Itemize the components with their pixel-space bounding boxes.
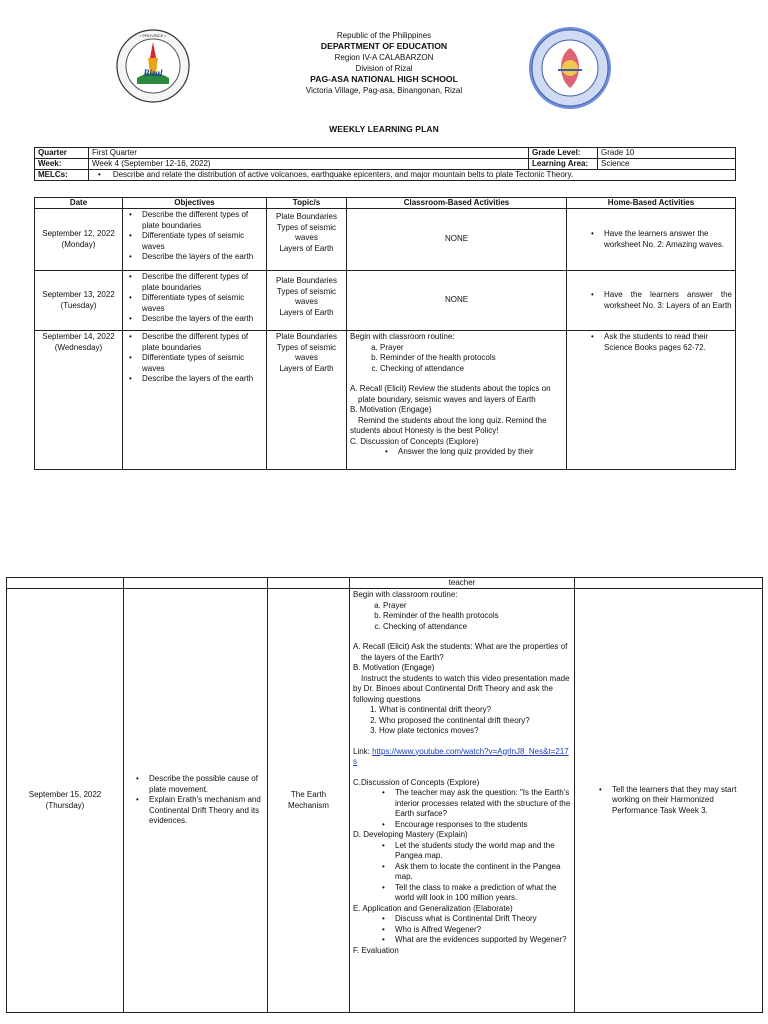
empty-cell <box>575 578 763 589</box>
video-link[interactable]: https://www.youtube.com/watch?v=AgrlnJ8_Nes&t=217s <box>353 746 569 766</box>
date-text: September 12, 2022 <box>42 229 115 238</box>
routine-item: b. Reminder of the health protocols <box>380 353 563 364</box>
objective-item: • Describe the different types of plate boundaries <box>138 332 263 353</box>
topic-item: Plate Boundaries <box>276 332 337 341</box>
header-republic: Republic of the Philippines <box>336 31 432 40</box>
week-value: Week 4 (September 12-16, 2022) <box>89 159 529 170</box>
melcs-value <box>89 170 736 181</box>
objective-item: • Describe the different types of plate boundaries <box>138 272 263 293</box>
step-motivation: B. Motivation (Engage) <box>353 663 435 672</box>
topics-cell <box>267 271 347 331</box>
bullet-icon: • <box>98 170 101 179</box>
date-cell <box>35 331 123 470</box>
quarter-label: Quarter <box>35 148 89 159</box>
area-label: Learning Area: <box>529 159 598 170</box>
letterhead <box>0 0 768 112</box>
video-link-line <box>353 747 571 768</box>
elaborate-item: • Who is Alfred Wegener? <box>391 925 571 936</box>
question-item: 3. How plate tectonics moves? <box>379 726 571 737</box>
classroom-cell <box>347 331 567 470</box>
carry-over-text: teacher <box>350 578 575 589</box>
topics-cell <box>267 209 347 271</box>
routine-item: c. Checking of attendance <box>383 622 571 633</box>
routine-intro: Begin with classroom routine: <box>353 590 458 599</box>
elaborate-item: • What are the evidences supported by Wegener? <box>391 935 571 946</box>
objective-item: • Describe the different types of plate boundaries <box>138 210 263 231</box>
col-topics: Topic/s <box>267 198 347 209</box>
home-item: • Ask the students to read their Science Books pages 62-72. <box>600 332 732 353</box>
melcs-text: Describe and relate the distribution of active volcanoes, earthquake epicenters, and major mountain belts to plate Tectonic Theory. <box>112 170 574 179</box>
home-item: • Have the learners answer the worksheet No. 2: Amazing waves. <box>600 229 732 250</box>
header-school-name: PAG-ASA NATIONAL HIGH SCHOOL <box>310 74 458 84</box>
explain-item: • Ask them to locate the continent in the Pangea map. <box>391 862 571 883</box>
topic-item: Plate Boundaries <box>276 276 337 285</box>
objective-item: • Describe the layers of the earth <box>138 374 263 385</box>
plan-row-monday <box>35 209 736 271</box>
classroom-cell: NONE <box>347 271 567 331</box>
routine-item: a. Prayer <box>380 343 563 354</box>
home-cell <box>567 209 736 271</box>
step-discussion: C. Discussion of Concepts (Explore) <box>350 436 479 446</box>
plan-row-thursday <box>7 589 763 1013</box>
step-motivation-text: Remind the students about the long quiz. Remind the students about Honesty is the best Policy! <box>350 415 547 435</box>
header-region: Region IV-A CALABARZON <box>334 53 434 62</box>
empty-cell <box>268 578 350 589</box>
question-item: 2. Who proposed the continental drift theory? <box>379 716 571 727</box>
question-item: 1. What is continental drift theory? <box>379 705 571 716</box>
empty-cell <box>7 578 124 589</box>
objectives-cell <box>124 589 268 1013</box>
date-cell <box>35 271 123 331</box>
date-text: September 14, 2022 <box>42 332 115 341</box>
topic-item: The Earth Mechanism <box>288 790 329 810</box>
explain-item: • Let the students study the world map and the Pangea map. <box>391 841 571 862</box>
week-label: Week: <box>35 159 89 170</box>
info-row-week <box>35 159 736 170</box>
header-deped: DEPARTMENT OF EDUCATION <box>320 41 448 51</box>
step-recall: A. Recall (Elicit) Review the students about the topics on plate boundary, seismic waves and layers of Earth <box>350 384 551 404</box>
svg-text:• PROVINCE •: • PROVINCE • <box>140 33 166 38</box>
discussion-item: • Encourage responses to the students <box>391 820 571 831</box>
home-cell <box>575 589 763 1013</box>
document-title: WEEKLY LEARNING PLAN <box>329 124 439 134</box>
day-text: (Tuesday) <box>60 300 97 310</box>
home-item: • Have the learners answer the worksheet No. 3: Layers of an Earth <box>600 290 732 311</box>
step-motivation: B. Motivation (Engage) <box>350 405 432 414</box>
day-text: (Monday) <box>61 239 96 249</box>
grade-label: Grade Level: <box>529 148 598 159</box>
plan-row-wednesday <box>35 331 736 470</box>
step-motivation-text: Instruct the students to watch this video presentation made by Dr. Binoes about Continental Drift Theory and ask the following questions <box>353 673 570 704</box>
col-date: Date <box>35 198 123 209</box>
header-address: Victoria Village, Pag-asa, Binangonan, Rizal <box>305 86 463 95</box>
info-row-quarter <box>35 148 736 159</box>
objective-item: • Differentiate types of seismic waves <box>138 231 263 252</box>
topic-item: Types of seismic waves <box>276 286 337 306</box>
topics-cell <box>267 331 347 470</box>
step-recall: A. Recall (Elicit) Ask the students: What are the properties of the layers of the Earth? <box>353 642 568 662</box>
step-elaborate: E. Application and Generalization (Elaborate) <box>353 903 513 913</box>
routine-item: a. Prayer <box>383 601 571 612</box>
objective-item: • Describe the layers of the earth <box>138 314 263 325</box>
routine-item: b. Reminder of the health protocols <box>383 611 571 622</box>
classroom-cell: NONE <box>347 209 567 271</box>
link-label: Link: <box>353 746 373 756</box>
objective-item: • Describe the layers of the earth <box>138 252 263 263</box>
plan-table <box>34 197 736 470</box>
topic-item: Layers of Earth <box>279 363 334 373</box>
empty-cell <box>124 578 268 589</box>
quarter-value: First Quarter <box>89 148 529 159</box>
topics-cell <box>268 589 350 1013</box>
home-item: • Tell the learners that they may start working on their Harmonized Performance Task Week 3. <box>608 785 759 817</box>
discussion-item: • Answer the long quiz provided by their <box>394 447 563 458</box>
svg-text:Rizal: Rizal <box>143 68 163 78</box>
routine-intro: Begin with classroom routine: <box>350 332 455 341</box>
routine-item: c. Checking of attendance <box>380 364 563 375</box>
date-text: September 13, 2022 <box>42 290 115 299</box>
topic-item: Layers of Earth <box>279 243 334 253</box>
col-home: Home-Based Activities <box>567 198 736 209</box>
objectives-cell <box>123 209 267 271</box>
plan-header-row <box>35 198 736 209</box>
explain-item: • Tell the class to make a prediction of what the world will look in 100 million years. <box>391 883 571 904</box>
home-cell <box>567 331 736 470</box>
step-discussion: C.Discussion of Concepts (Explore) <box>353 777 480 787</box>
discussion-item: • The teacher may ask the question: "Is the Earth's interior processes related with the structure of the Earth surface? <box>391 788 571 820</box>
home-cell <box>567 271 736 331</box>
col-objectives: Objectives <box>123 198 267 209</box>
date-cell <box>7 589 124 1013</box>
grade-value: Grade 10 <box>598 148 736 159</box>
date-cell <box>35 209 123 271</box>
header-division: Division of Rizal <box>355 64 413 73</box>
plan-table-continued <box>6 577 763 1013</box>
plan-row-tuesday <box>35 271 736 331</box>
objective-item: • Describe the possible cause of plate movement. <box>145 774 264 795</box>
classroom-cell <box>350 589 575 1013</box>
objectives-cell <box>123 331 267 470</box>
topic-item: Types of seismic waves <box>276 342 337 362</box>
objective-item: • Differentiate types of seismic waves <box>138 353 263 374</box>
elaborate-item: • Discuss what is Continental Drift Theory <box>391 914 571 925</box>
topic-item: Plate Boundaries <box>276 212 337 221</box>
objective-item: • Differentiate types of seismic waves <box>138 293 263 314</box>
step-evaluation: F. Evaluation <box>353 945 399 955</box>
step-explain: D. Developing Mastery (Explain) <box>353 830 468 839</box>
day-text: (Thursday) <box>45 800 85 810</box>
topic-item: Layers of Earth <box>279 307 334 317</box>
info-row-melcs <box>35 170 736 181</box>
info-table <box>34 147 736 181</box>
melcs-label: MELCs: <box>35 170 89 181</box>
objectives-cell <box>123 271 267 331</box>
objective-item: • Explain Erath's mechanism and Continental Drift Theory and its evidences. <box>145 795 264 827</box>
topic-item: Types of seismic waves <box>276 222 337 242</box>
col-classroom: Classroom-Based Activities <box>347 198 567 209</box>
day-text: (Wednesday) <box>54 342 103 352</box>
area-value: Science <box>598 159 736 170</box>
date-text: September 15, 2022 <box>28 790 102 799</box>
carry-over-row <box>7 578 763 589</box>
